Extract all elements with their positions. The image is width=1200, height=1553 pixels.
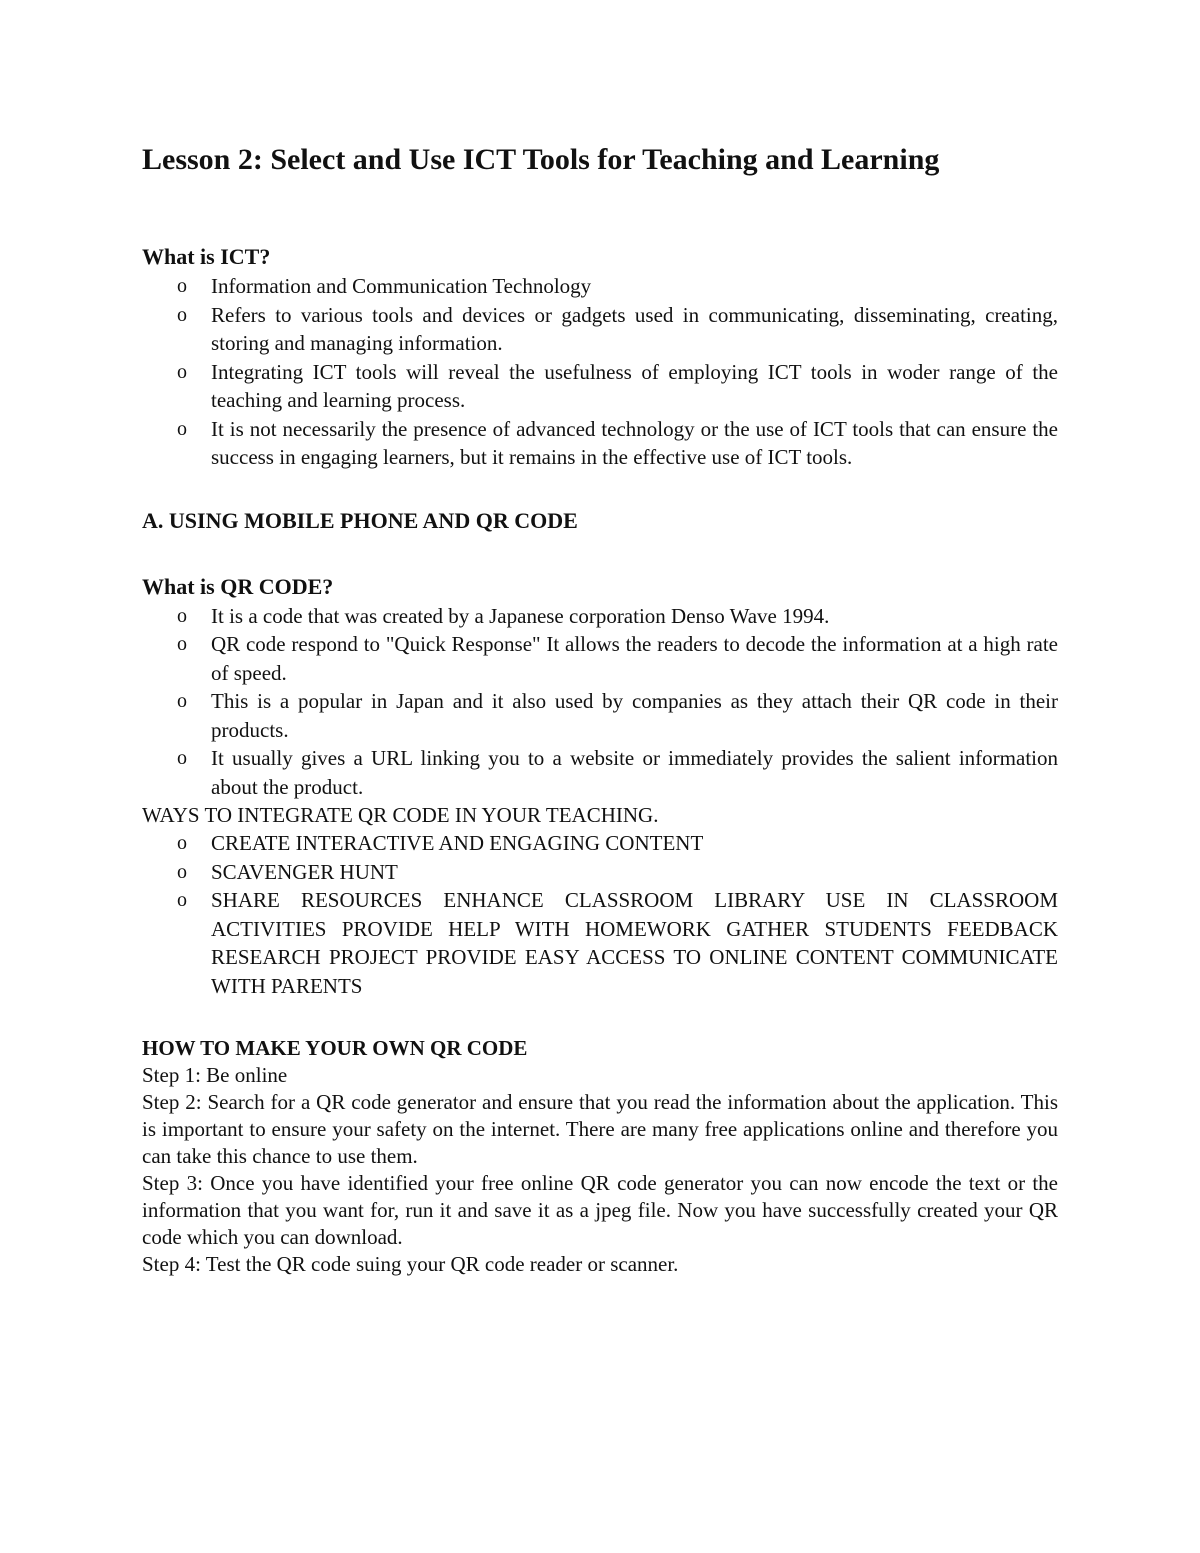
section-a-heading: A. USING MOBILE PHONE AND QR CODE xyxy=(142,507,578,533)
bullet-icon: o xyxy=(177,889,187,911)
ict-heading: What is ICT? xyxy=(142,244,271,269)
step-paragraph: Step 3: Once you have identified your free online QR code generator you can now encode the text or the information that you want for, run it and save it as a jpeg file. Now you have successfully created your QR code which you can download. xyxy=(142,1171,1058,1249)
list-item: o CREATE INTERACTIVE AND ENGAGING CONTENT xyxy=(142,829,1058,858)
list-item: o It is not necessarily the presence of advanced technology or the use of ICT tools that can ensure the success in engaging learners, but it remains in the effective use of ICT tools. xyxy=(177,416,1058,469)
bullet-icon: o xyxy=(177,604,187,627)
qr-list xyxy=(142,602,1058,802)
list-item: o It usually gives a URL linking you to a website or immediately provides the salient information about the product. xyxy=(177,746,1058,799)
bullet-icon: o xyxy=(177,303,187,326)
bullet-icon: o xyxy=(177,690,187,712)
bullet-icon: o xyxy=(177,747,187,769)
list-item: o Refers to various tools and devices or gadgets used in communicating, disseminating, creating, storing and managing information. xyxy=(177,302,1058,355)
step-paragraph: Step 2: Search for a QR code generator and ensure that you read the information about the application. This is important to ensure your safety on the internet. There are many free applications online and therefore you can take this chance to use them. xyxy=(142,1090,1058,1168)
bullet-icon: o xyxy=(177,633,187,655)
list-item: o Information and Communication Technology xyxy=(142,272,1058,301)
ict-list xyxy=(142,272,1058,472)
document-page xyxy=(142,138,1058,1278)
page-title: Lesson 2: Select and Use ICT Tools for Teaching and Learning xyxy=(142,143,940,176)
step-paragraph: Step 1: Be online xyxy=(142,1063,288,1087)
bullet-icon: o xyxy=(177,275,187,297)
ways-list xyxy=(142,829,1058,1000)
bullet-icon: o xyxy=(177,860,187,883)
ways-heading: WAYS TO INTEGRATE QR CODE IN YOUR TEACHING. xyxy=(142,803,659,827)
list-item: o This is a popular in Japan and it also used by companies as they attach their QR code in their products. xyxy=(177,689,1058,742)
list-item: o Integrating ICT tools will reveal the usefulness of employing ICT tools in woder range of the teaching and learning process. xyxy=(177,359,1058,412)
qr-heading: What is QR CODE? xyxy=(142,573,334,599)
bullet-icon: o xyxy=(177,360,187,383)
howto-heading: HOW TO MAKE YOUR OWN QR CODE xyxy=(142,1036,528,1060)
step-paragraph: Step 4: Test the QR code suing your QR code reader or scanner. xyxy=(142,1252,679,1276)
list-item: o SCAVENGER HUNT xyxy=(142,858,1058,887)
bullet-icon: o xyxy=(177,417,187,440)
list-item: o QR code respond to "Quick Response" It allows the readers to decode the information at a high rate of speed. xyxy=(177,632,1058,685)
list-item: o It is a code that was created by a Japanese corporation Denso Wave 1994. xyxy=(142,602,1058,631)
steps-list xyxy=(142,1062,1058,1278)
list-item: o SHARE RESOURCES ENHANCE CLASSROOM LIBRARY USE IN CLASSROOM ACTIVITIES PROVIDE HELP WITH HOMEWORK GATHER STUDENTS FEEDBACK RESEARCH PROJECT PROVIDE EASY ACCESS TO ONLINE CONTENT COMMUNICATE WITH PARENTS xyxy=(177,888,1058,998)
bullet-icon: o xyxy=(177,832,187,854)
